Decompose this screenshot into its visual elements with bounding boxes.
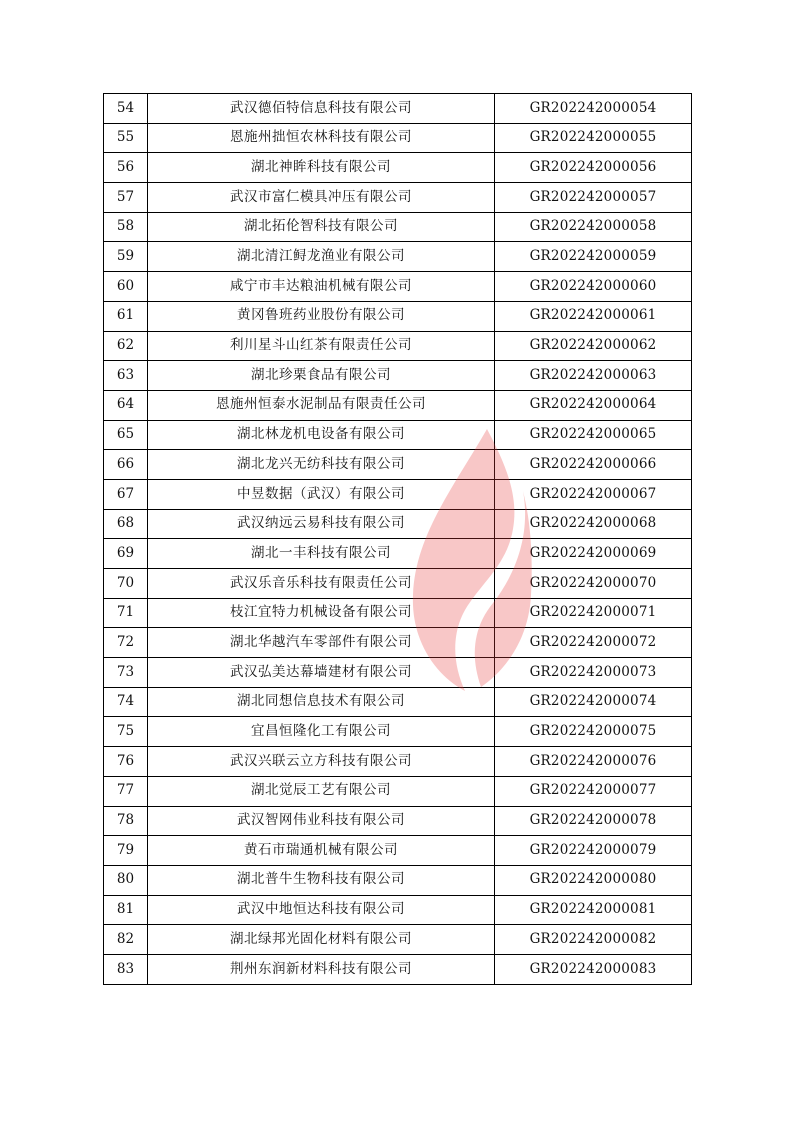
table-row xyxy=(104,895,692,925)
certificate-code-cell: GR202242000070 xyxy=(495,569,692,599)
company-name-cell: 湖北林龙机电设备有限公司 xyxy=(148,420,495,450)
table-row xyxy=(104,183,692,213)
company-name-cell: 湖北拓伦智科技有限公司 xyxy=(148,212,495,242)
table-row xyxy=(104,331,692,361)
table-row xyxy=(104,153,692,183)
row-number-cell: 64 xyxy=(104,390,148,420)
certificate-code-cell: GR202242000082 xyxy=(495,925,692,955)
company-name-cell: 武汉中地恒达科技有限公司 xyxy=(148,895,495,925)
company-name-cell: 湖北普牛生物科技有限公司 xyxy=(148,865,495,895)
certificate-code-cell: GR202242000067 xyxy=(495,479,692,509)
row-number-cell: 73 xyxy=(104,658,148,688)
company-name-cell: 荆州东润新材料科技有限公司 xyxy=(148,954,495,984)
table-row xyxy=(104,925,692,955)
row-number-cell: 55 xyxy=(104,123,148,153)
table-row xyxy=(104,123,692,153)
table-row xyxy=(104,450,692,480)
company-name-cell: 湖北珍栗食品有限公司 xyxy=(148,361,495,391)
company-name-cell: 宜昌恒隆化工有限公司 xyxy=(148,717,495,747)
table-row xyxy=(104,212,692,242)
certificate-code-cell: GR202242000075 xyxy=(495,717,692,747)
table-row xyxy=(104,94,692,124)
company-name-cell: 湖北同想信息技术有限公司 xyxy=(148,687,495,717)
table-row xyxy=(104,569,692,599)
certificate-code-cell: GR202242000058 xyxy=(495,212,692,242)
certificate-code-cell: GR202242000077 xyxy=(495,776,692,806)
company-name-cell: 武汉弘美达幕墙建材有限公司 xyxy=(148,658,495,688)
table-row xyxy=(104,717,692,747)
certificate-code-cell: GR202242000054 xyxy=(495,94,692,124)
row-number-cell: 81 xyxy=(104,895,148,925)
certificate-code-cell: GR202242000061 xyxy=(495,301,692,331)
certificate-code-cell: GR202242000062 xyxy=(495,331,692,361)
certificate-code-cell: GR202242000057 xyxy=(495,183,692,213)
company-name-cell: 武汉德佰特信息科技有限公司 xyxy=(148,94,495,124)
row-number-cell: 54 xyxy=(104,94,148,124)
row-number-cell: 62 xyxy=(104,331,148,361)
table-row xyxy=(104,420,692,450)
certificate-code-cell: GR202242000083 xyxy=(495,954,692,984)
company-name-cell: 武汉兴联云立方科技有限公司 xyxy=(148,747,495,777)
table-row xyxy=(104,836,692,866)
company-table xyxy=(103,93,692,985)
table-row xyxy=(104,865,692,895)
company-name-cell: 武汉乐音乐科技有限责任公司 xyxy=(148,569,495,599)
row-number-cell: 59 xyxy=(104,242,148,272)
certificate-code-cell: GR202242000080 xyxy=(495,865,692,895)
row-number-cell: 58 xyxy=(104,212,148,242)
certificate-code-cell: GR202242000069 xyxy=(495,539,692,569)
certificate-code-cell: GR202242000074 xyxy=(495,687,692,717)
company-name-cell: 武汉市富仁模具冲压有限公司 xyxy=(148,183,495,213)
table-row xyxy=(104,687,692,717)
table-row xyxy=(104,776,692,806)
row-number-cell: 75 xyxy=(104,717,148,747)
table-row xyxy=(104,806,692,836)
certificate-code-cell: GR202242000064 xyxy=(495,390,692,420)
certificate-code-cell: GR202242000081 xyxy=(495,895,692,925)
certificate-code-cell: GR202242000063 xyxy=(495,361,692,391)
certificate-code-cell: GR202242000076 xyxy=(495,747,692,777)
row-number-cell: 69 xyxy=(104,539,148,569)
row-number-cell: 57 xyxy=(104,183,148,213)
certificate-code-cell: GR202242000073 xyxy=(495,658,692,688)
table-row xyxy=(104,658,692,688)
company-name-cell: 湖北绿邦光固化材料有限公司 xyxy=(148,925,495,955)
company-name-cell: 咸宁市丰达粮油机械有限公司 xyxy=(148,272,495,302)
certificate-code-cell: GR202242000065 xyxy=(495,420,692,450)
company-name-cell: 利川星斗山红茶有限责任公司 xyxy=(148,331,495,361)
certificate-code-cell: GR202242000072 xyxy=(495,628,692,658)
row-number-cell: 56 xyxy=(104,153,148,183)
table-row xyxy=(104,954,692,984)
table-row xyxy=(104,390,692,420)
table-row xyxy=(104,361,692,391)
certificate-code-cell: GR202242000066 xyxy=(495,450,692,480)
company-name-cell: 湖北一丰科技有限公司 xyxy=(148,539,495,569)
certificate-code-cell: GR202242000060 xyxy=(495,272,692,302)
company-name-cell: 湖北华越汽车零部件有限公司 xyxy=(148,628,495,658)
table-row xyxy=(104,598,692,628)
company-table-body xyxy=(104,94,692,985)
row-number-cell: 60 xyxy=(104,272,148,302)
certificate-code-cell: GR202242000068 xyxy=(495,509,692,539)
row-number-cell: 70 xyxy=(104,569,148,599)
company-name-cell: 湖北神眸科技有限公司 xyxy=(148,153,495,183)
certificate-code-cell: GR202242000078 xyxy=(495,806,692,836)
row-number-cell: 76 xyxy=(104,747,148,777)
row-number-cell: 77 xyxy=(104,776,148,806)
company-name-cell: 武汉纳远云易科技有限公司 xyxy=(148,509,495,539)
row-number-cell: 72 xyxy=(104,628,148,658)
table-row xyxy=(104,539,692,569)
row-number-cell: 71 xyxy=(104,598,148,628)
row-number-cell: 61 xyxy=(104,301,148,331)
certificate-code-cell: GR202242000071 xyxy=(495,598,692,628)
row-number-cell: 74 xyxy=(104,687,148,717)
row-number-cell: 79 xyxy=(104,836,148,866)
certificate-code-cell: GR202242000079 xyxy=(495,836,692,866)
certificate-code-cell: GR202242000055 xyxy=(495,123,692,153)
company-name-cell: 黄冈鲁班药业股份有限公司 xyxy=(148,301,495,331)
row-number-cell: 80 xyxy=(104,865,148,895)
company-name-cell: 湖北龙兴无纺科技有限公司 xyxy=(148,450,495,480)
row-number-cell: 82 xyxy=(104,925,148,955)
company-name-cell: 恩施州拙恒农林科技有限公司 xyxy=(148,123,495,153)
company-name-cell: 黄石市瑞通机械有限公司 xyxy=(148,836,495,866)
company-name-cell: 恩施州恒泰水泥制品有限责任公司 xyxy=(148,390,495,420)
row-number-cell: 66 xyxy=(104,450,148,480)
table-row xyxy=(104,509,692,539)
company-name-cell: 湖北清江鲟龙渔业有限公司 xyxy=(148,242,495,272)
table-row xyxy=(104,272,692,302)
company-name-cell: 中昱数据（武汉）有限公司 xyxy=(148,479,495,509)
certificate-code-cell: GR202242000059 xyxy=(495,242,692,272)
table-row xyxy=(104,479,692,509)
row-number-cell: 68 xyxy=(104,509,148,539)
certificate-code-cell: GR202242000056 xyxy=(495,153,692,183)
table-row xyxy=(104,242,692,272)
row-number-cell: 83 xyxy=(104,954,148,984)
table-row xyxy=(104,301,692,331)
row-number-cell: 65 xyxy=(104,420,148,450)
company-name-cell: 武汉智网伟业科技有限公司 xyxy=(148,806,495,836)
table-row xyxy=(104,747,692,777)
row-number-cell: 78 xyxy=(104,806,148,836)
row-number-cell: 63 xyxy=(104,361,148,391)
row-number-cell: 67 xyxy=(104,479,148,509)
company-name-cell: 湖北觉辰工艺有限公司 xyxy=(148,776,495,806)
company-name-cell: 枝江宜特力机械设备有限公司 xyxy=(148,598,495,628)
table-row xyxy=(104,628,692,658)
